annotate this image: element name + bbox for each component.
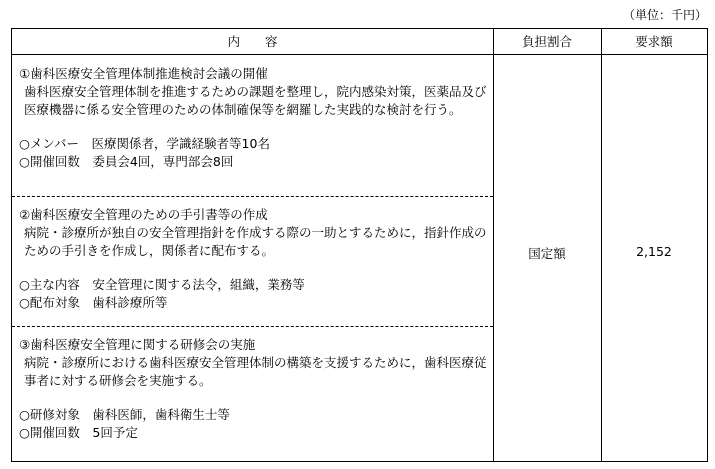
section-body: 病院・診療所が独自の安全管理指針を作成する際の一助とするために，指針作成のための手引きを作成し，関係者に配布する。 <box>24 225 487 258</box>
bullet-item: ○配布対象 歯科診療所等 <box>19 295 168 310</box>
section-title: ③歯科医療安全管理に関する研修会の実施 <box>19 337 256 352</box>
bullet-item: ○メンバー 医療関係者，学識経験者等10名 <box>19 136 270 151</box>
bullet-item: ○主な内容 安全管理に関する法令，組織，業務等 <box>19 277 305 292</box>
section-body: 歯科医療安全管理体制を推進するための課題を整理し，院内感染対策，医薬品及び医療機器に係る安全管理のための体制確保等を網羅した実践的な検討を行う。 <box>24 84 487 117</box>
section-title: ②歯科医療安全管理のための手引書等の作成 <box>19 207 268 222</box>
amount-value: 2,152 <box>636 244 672 259</box>
header-share: 負担割合 <box>521 34 572 49</box>
section-body: 病院・診療所における歯科医療安全管理体制の構築を支援するために，歯科医療従事者に対する研修会を実施する。 <box>24 355 487 388</box>
section-training <box>19 336 489 442</box>
bullet-item: ○開催回数 5回予定 <box>19 425 138 440</box>
section-guidebook <box>19 206 489 312</box>
budget-table <box>11 28 708 462</box>
section-divider-2 <box>12 326 493 327</box>
section-meeting <box>19 65 489 171</box>
section-title: ①歯科医療安全管理体制推進検討会議の開催 <box>19 66 268 81</box>
bullet-item: ○開催回数 委員会4回，専門部会8回 <box>19 154 234 169</box>
share-value: 国定額 <box>528 246 566 261</box>
bullet-item: ○研修対象 歯科医師，歯科衛生士等 <box>19 407 230 422</box>
header-content: 内 容 <box>227 34 278 49</box>
section-divider-1 <box>12 196 493 197</box>
table-header-row <box>12 29 707 55</box>
header-amount: 要求額 <box>635 34 673 49</box>
unit-note: （単位：千円） <box>622 8 707 22</box>
